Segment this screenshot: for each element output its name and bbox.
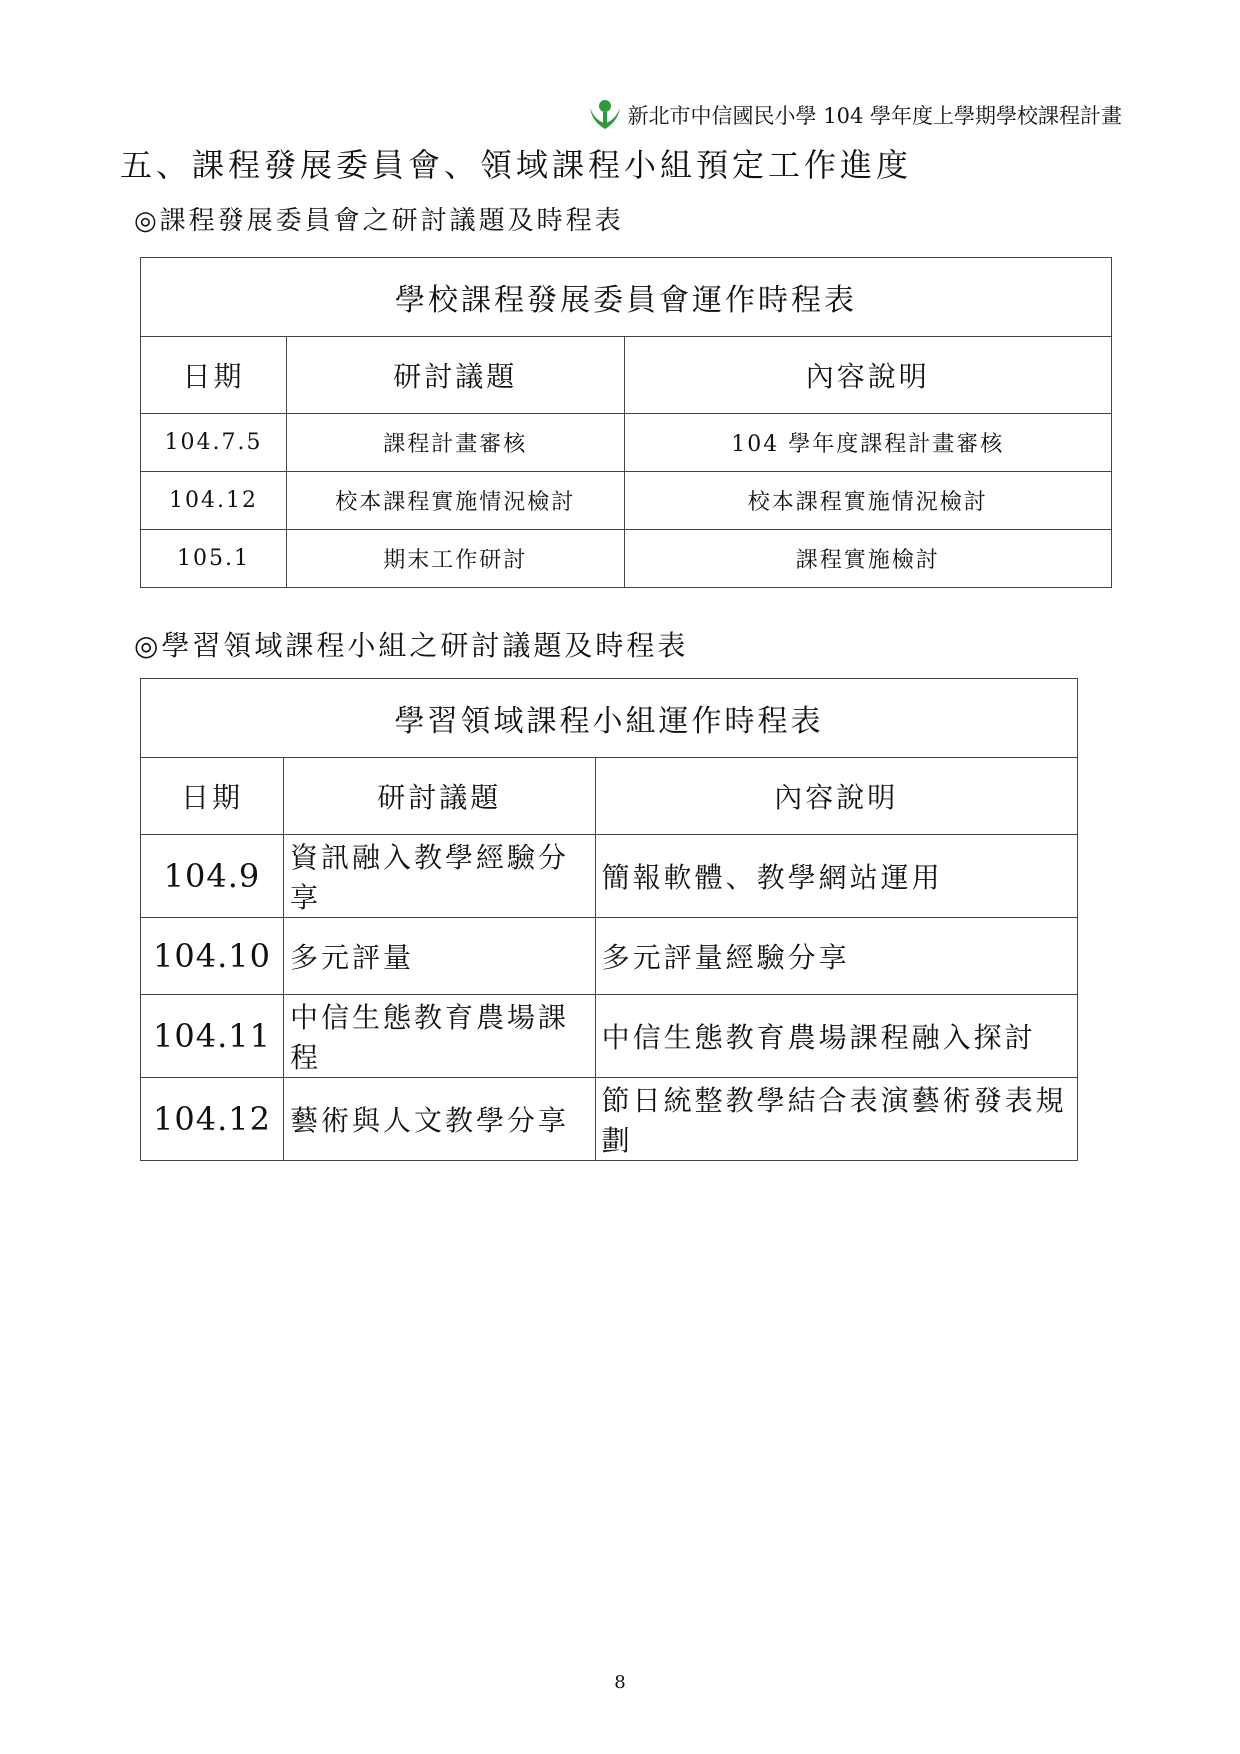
cell-description: 中信生態教育農場課程融入探討 xyxy=(595,995,1077,1078)
table-title: 學校課程發展委員會運作時程表 xyxy=(141,258,1112,337)
column-header-date: 日期 xyxy=(141,337,287,414)
section-title: 五、課程發展委員會、領域課程小組預定工作進度 xyxy=(120,146,913,184)
cell-date: 104.10 xyxy=(141,918,284,995)
school-logo-icon xyxy=(586,98,624,132)
domain-schedule-table xyxy=(140,678,1078,1161)
cell-topic: 期末工作研討 xyxy=(286,530,624,588)
table-row xyxy=(141,530,1112,588)
column-header-topic: 研討議題 xyxy=(286,337,624,414)
table-row xyxy=(141,995,1078,1078)
cell-description: 課程實施檢討 xyxy=(624,530,1111,588)
cell-topic: 中信生態教育農場課程 xyxy=(283,995,595,1078)
column-header-description: 內容說明 xyxy=(595,758,1077,835)
cell-description: 多元評量經驗分享 xyxy=(595,918,1077,995)
cell-topic: 藝術與人文教學分享 xyxy=(283,1078,595,1161)
page-number: 8 xyxy=(614,1672,626,1693)
committee-subtitle: ◎課程發展委員會之研討議題及時程表 xyxy=(134,206,624,236)
cell-topic: 資訊融入教學經驗分享 xyxy=(283,835,595,918)
cell-date: 105.1 xyxy=(141,530,287,588)
table-row xyxy=(141,414,1112,472)
cell-date: 104.7.5 xyxy=(141,414,287,472)
committee-schedule-table xyxy=(140,257,1112,588)
cell-topic: 校本課程實施情況檢討 xyxy=(286,472,624,530)
page-header xyxy=(586,98,1122,132)
cell-date: 104.12 xyxy=(141,1078,284,1161)
cell-topic: 課程計畫審核 xyxy=(286,414,624,472)
table-row xyxy=(141,918,1078,995)
table-row xyxy=(141,835,1078,918)
cell-description: 簡報軟體、教學網站運用 xyxy=(595,835,1077,918)
column-header-topic: 研討議題 xyxy=(283,758,595,835)
table-row xyxy=(141,1078,1078,1161)
cell-description: 104 學年度課程計畫審核 xyxy=(624,414,1111,472)
table-title: 學習領域課程小組運作時程表 xyxy=(141,679,1078,758)
table-row xyxy=(141,472,1112,530)
column-header-date: 日期 xyxy=(141,758,284,835)
header-text: 新北市中信國民小學 104 學年度上學期學校課程計畫 xyxy=(627,104,1122,128)
cell-date: 104.12 xyxy=(141,472,287,530)
cell-description: 節日統整教學結合表演藝術發表規劃 xyxy=(595,1078,1077,1161)
cell-description: 校本課程實施情況檢討 xyxy=(624,472,1111,530)
domain-subtitle: ◎學習領域課程小組之研討議題及時程表 xyxy=(134,629,689,662)
cell-topic: 多元評量 xyxy=(283,918,595,995)
column-header-description: 內容說明 xyxy=(624,337,1111,414)
cell-date: 104.11 xyxy=(141,995,284,1078)
cell-date: 104.9 xyxy=(141,835,284,918)
